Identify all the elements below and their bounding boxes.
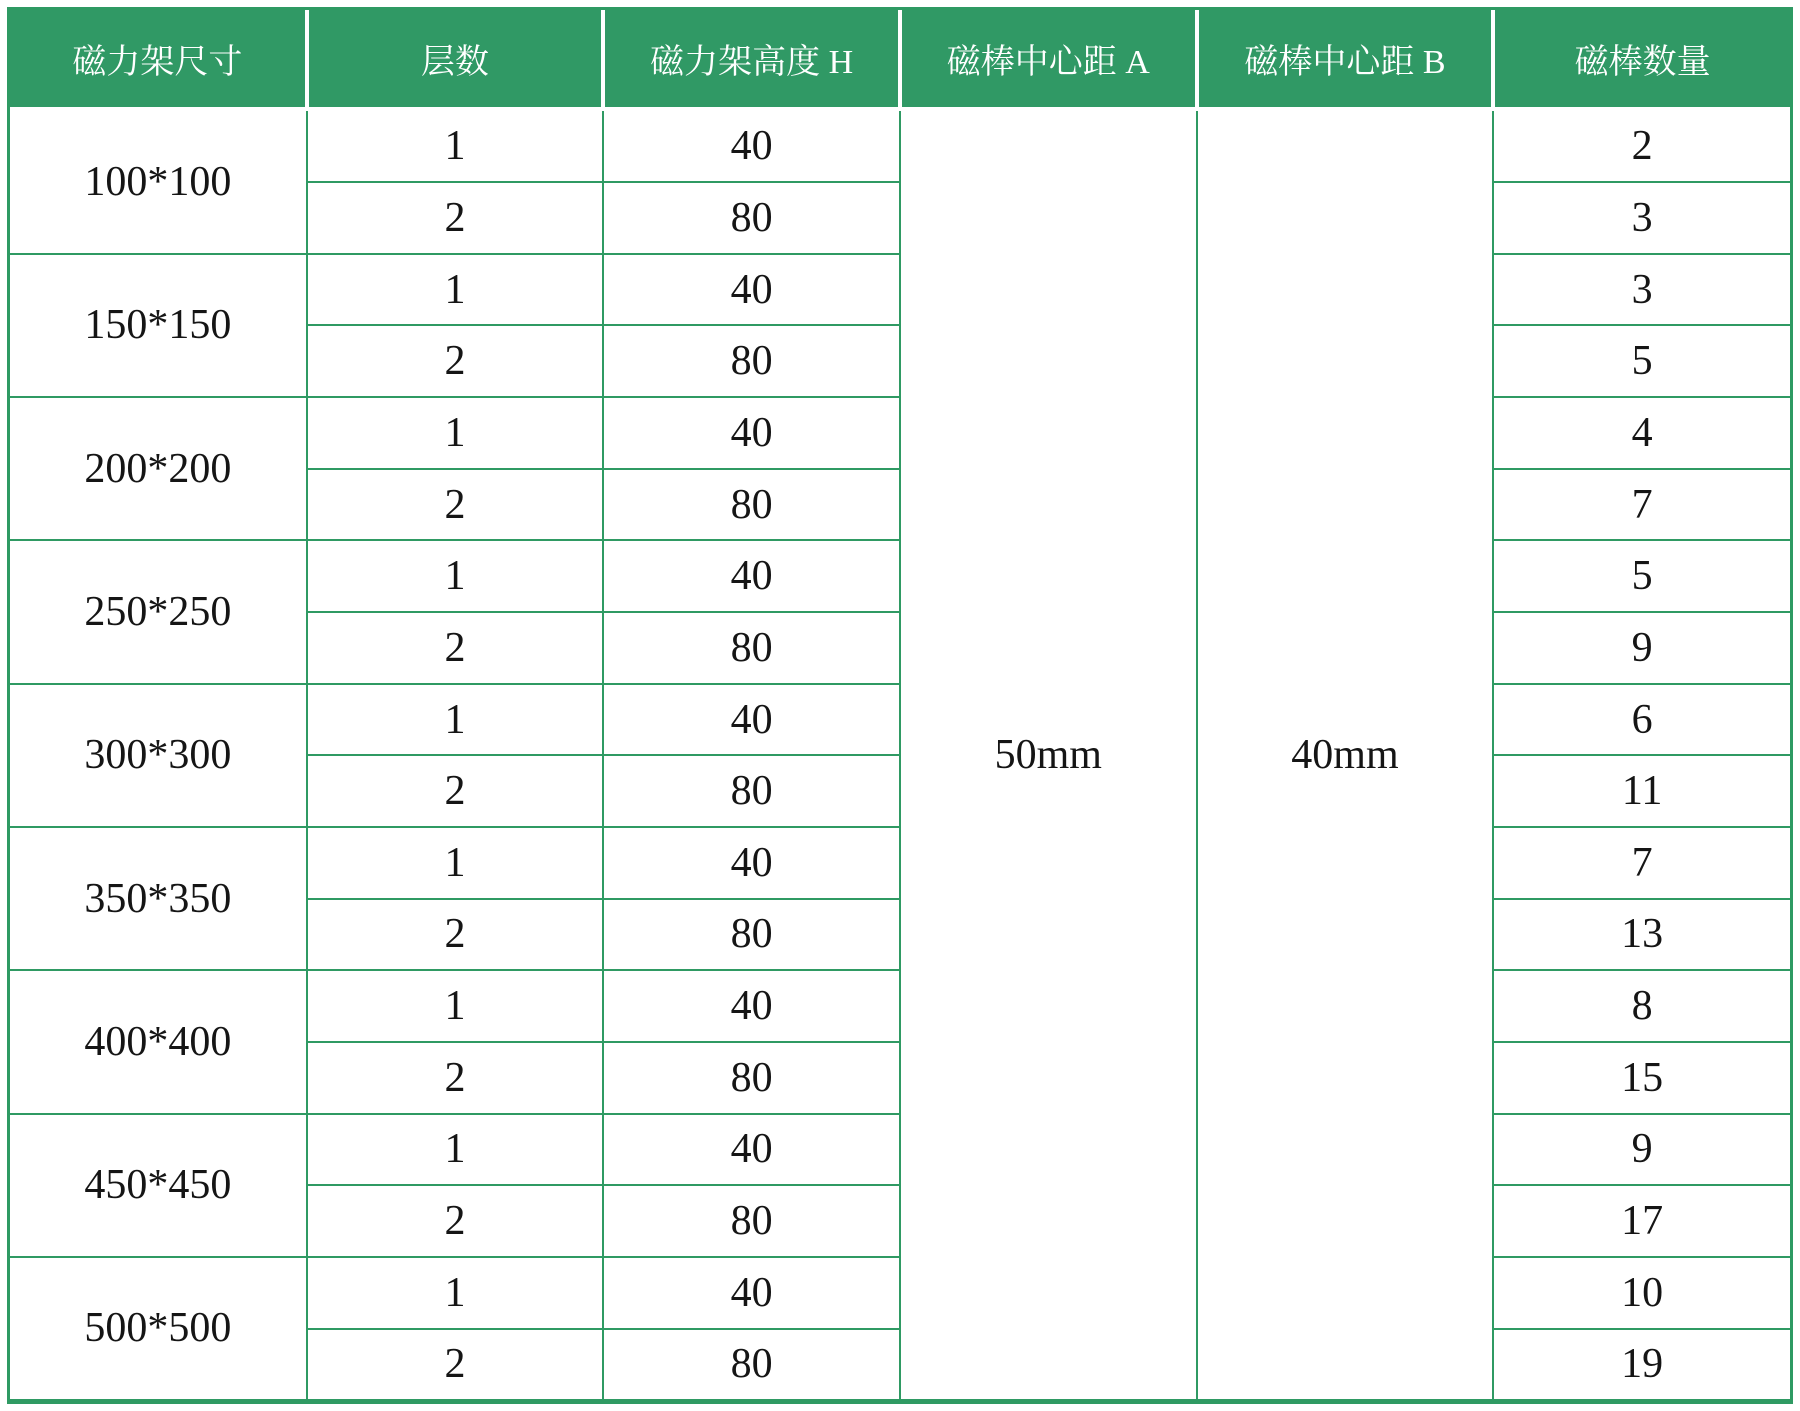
qty-cell: 7 <box>1493 827 1790 899</box>
center-a-cell: 50mm <box>900 109 1197 1399</box>
size-cell: 500*500 <box>10 1257 307 1399</box>
height-cell: 80 <box>603 325 900 397</box>
qty-cell: 6 <box>1493 684 1790 756</box>
header-cell-size: 磁力架尺寸 <box>10 10 307 109</box>
table-header <box>10 10 1790 109</box>
header-row <box>10 10 1790 109</box>
center-b-cell: 40mm <box>1197 109 1494 1399</box>
height-cell: 80 <box>603 899 900 971</box>
size-cell: 450*450 <box>10 1114 307 1257</box>
layers-cell: 1 <box>307 970 604 1042</box>
layers-cell: 2 <box>307 325 604 397</box>
header-cell-center-b: 磁棒中心距 B <box>1197 10 1494 109</box>
height-cell: 40 <box>603 827 900 899</box>
qty-cell: 8 <box>1493 970 1790 1042</box>
height-cell: 80 <box>603 612 900 684</box>
height-cell: 40 <box>603 540 900 612</box>
size-cell: 200*200 <box>10 397 307 540</box>
layers-cell: 2 <box>307 899 604 971</box>
qty-cell: 10 <box>1493 1257 1790 1329</box>
height-cell: 80 <box>603 1185 900 1257</box>
layers-cell: 1 <box>307 684 604 756</box>
layers-cell: 1 <box>307 397 604 469</box>
size-cell: 300*300 <box>10 684 307 827</box>
layers-cell: 2 <box>307 1185 604 1257</box>
qty-cell: 4 <box>1493 397 1790 469</box>
layers-cell: 2 <box>307 612 604 684</box>
header-cell-height: 磁力架高度 H <box>603 10 900 109</box>
qty-cell: 7 <box>1493 469 1790 541</box>
qty-cell: 9 <box>1493 1114 1790 1186</box>
height-cell: 80 <box>603 182 900 254</box>
size-cell: 100*100 <box>10 109 307 254</box>
size-cell: 250*250 <box>10 540 307 683</box>
layers-cell: 1 <box>307 827 604 899</box>
table-body <box>10 109 1790 1399</box>
height-cell: 40 <box>603 1114 900 1186</box>
layers-cell: 1 <box>307 1114 604 1186</box>
layers-cell: 2 <box>307 1042 604 1114</box>
header-cell-qty: 磁棒数量 <box>1493 10 1790 109</box>
height-cell: 80 <box>603 469 900 541</box>
qty-cell: 5 <box>1493 540 1790 612</box>
height-cell: 80 <box>603 1042 900 1114</box>
layers-cell: 2 <box>307 469 604 541</box>
height-cell: 40 <box>603 109 900 182</box>
qty-cell: 13 <box>1493 899 1790 971</box>
header-cell-layers: 层数 <box>307 10 604 109</box>
layers-cell: 2 <box>307 1329 604 1399</box>
qty-cell: 19 <box>1493 1329 1790 1399</box>
qty-cell: 9 <box>1493 612 1790 684</box>
qty-cell: 17 <box>1493 1185 1790 1257</box>
layers-cell: 1 <box>307 109 604 182</box>
layers-cell: 2 <box>307 182 604 254</box>
header-cell-center-a: 磁棒中心距 A <box>900 10 1197 109</box>
height-cell: 80 <box>603 1329 900 1399</box>
height-cell: 40 <box>603 684 900 756</box>
qty-cell: 15 <box>1493 1042 1790 1114</box>
spec-table-frame <box>7 7 1793 1404</box>
size-cell: 400*400 <box>10 970 307 1113</box>
height-cell: 40 <box>603 1257 900 1329</box>
height-cell: 40 <box>603 254 900 326</box>
layers-cell: 2 <box>307 755 604 827</box>
spec-table <box>10 10 1790 1399</box>
height-cell: 40 <box>603 970 900 1042</box>
size-cell: 150*150 <box>10 254 307 397</box>
height-cell: 40 <box>603 397 900 469</box>
table-row <box>10 109 1790 182</box>
layers-cell: 1 <box>307 540 604 612</box>
qty-cell: 3 <box>1493 254 1790 326</box>
height-cell: 80 <box>603 755 900 827</box>
qty-cell: 11 <box>1493 755 1790 827</box>
qty-cell: 2 <box>1493 109 1790 182</box>
qty-cell: 5 <box>1493 325 1790 397</box>
size-cell: 350*350 <box>10 827 307 970</box>
layers-cell: 1 <box>307 254 604 326</box>
qty-cell: 3 <box>1493 182 1790 254</box>
layers-cell: 1 <box>307 1257 604 1329</box>
